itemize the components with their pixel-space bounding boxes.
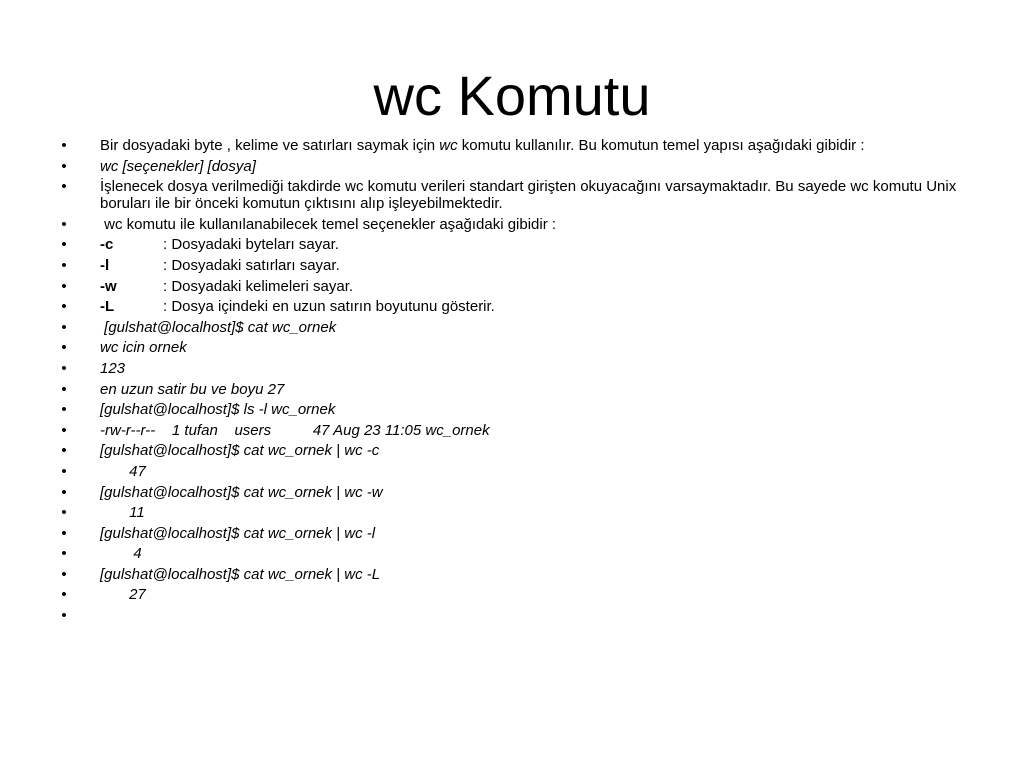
example-line: wc icin ornek [100, 339, 187, 357]
option-flag: -w [100, 277, 117, 295]
intro-text-after: komutu kullanılır. Bu komutun temel yapısı aşağıdaki gibidir : [457, 137, 865, 154]
bullet-dot-icon: • [61, 524, 67, 542]
bullet-option-w [58, 278, 968, 295]
bullet-dot-icon: • [61, 178, 67, 196]
bullet-example-3 [58, 360, 968, 377]
stdin-note-text: İşlenecek dosya verilmediği takdirde wc komutu verileri standart girişten okuyacağını varsaymaktadır. Bu sayede wc komutu Unix boruları ile bir önceki komutun çıktısını alıp işleyebilmektedir. [100, 178, 957, 213]
bullet-dot-icon: • [61, 298, 67, 316]
bullet-example-5 [58, 401, 968, 418]
bullet-dot-icon: • [61, 462, 67, 480]
option-flag: -L [100, 298, 115, 316]
bullet-stdin-note [58, 178, 968, 212]
bullet-syntax [58, 158, 968, 175]
example-line: [gulshat@localhost]$ cat wc_ornek | wc -w [100, 483, 383, 501]
option-desc: : Dosya içindeki en uzun satırın boyutunu gösterir. [163, 298, 495, 316]
bullet-empty [58, 607, 968, 624]
bullet-dot-icon: • [61, 401, 67, 419]
intro-text-before: Bir dosyadaki byte , kelime ve satırları saymak için [100, 137, 440, 154]
option-flag: -l [100, 256, 110, 274]
bullet-dot-icon: • [61, 442, 67, 460]
bullet-dot-icon: • [61, 318, 67, 336]
bullet-dot-icon: • [61, 607, 67, 625]
bullet-dot-icon: • [61, 359, 67, 377]
bullet-example-13 [58, 566, 968, 583]
option-desc: : Dosyadaki satırları sayar. [163, 256, 340, 274]
option-flag: -c [100, 236, 114, 254]
syntax-text: wc [seçenekler] [dosya] [100, 157, 256, 175]
bullet-dot-icon: • [61, 215, 67, 233]
example-line: 123 [100, 359, 126, 377]
example-line: [gulshat@localhost]$ cat wc_ornek | wc -L [100, 565, 381, 583]
bullet-list [58, 137, 968, 628]
example-line: 11 [100, 504, 145, 522]
option-desc: : Dosyadaki byteları sayar. [163, 236, 339, 254]
example-line: [gulshat@localhost]$ cat wc_ornek [100, 318, 337, 336]
bullet-option-L [58, 298, 968, 315]
intro-command: wc [439, 137, 458, 154]
bullet-example-12 [58, 545, 968, 562]
bullet-dot-icon: • [61, 256, 67, 274]
bullet-example-11 [58, 525, 968, 542]
example-line: 27 [100, 586, 146, 604]
example-line: -rw-r--r-- 1 tufan users 47 Aug 23 11:05 wc_ornek [100, 421, 490, 439]
example-line: [gulshat@localhost]$ cat wc_ornek | wc -c [100, 442, 380, 460]
bullet-example-2 [58, 339, 968, 356]
example-line: 47 [100, 462, 146, 480]
bullet-dot-icon: • [61, 545, 67, 563]
example-line: 4 [100, 545, 142, 563]
bullet-example-6 [58, 422, 968, 439]
bullet-example-7 [58, 442, 968, 459]
option-desc: : Dosyadaki kelimeleri sayar. [163, 277, 354, 295]
bullet-dot-icon: • [61, 565, 67, 583]
bullet-example-10 [58, 504, 968, 521]
bullet-dot-icon: • [61, 137, 67, 154]
bullet-dot-icon: • [61, 421, 67, 439]
bullet-dot-icon: • [61, 157, 67, 175]
bullet-options-intro [58, 216, 968, 233]
bullet-example-4 [58, 381, 968, 398]
slide-title: wc Komutu [373, 64, 651, 127]
bullet-dot-icon: • [61, 277, 67, 295]
example-line: [gulshat@localhost]$ cat wc_ornek | wc -l [100, 524, 376, 542]
bullet-dot-icon: • [61, 339, 67, 357]
bullet-option-l [58, 257, 968, 274]
bullet-dot-icon: • [61, 236, 67, 254]
example-line: en uzun satir bu ve boyu 27 [100, 380, 285, 398]
bullet-example-8 [58, 463, 968, 480]
bullet-example-9 [58, 484, 968, 501]
bullet-example-1 [58, 319, 968, 336]
bullet-dot-icon: • [61, 380, 67, 398]
options-intro-text: wc komutu ile kullanılanabilecek temel seçenekler aşağıdaki gibidir : [100, 215, 557, 233]
bullet-dot-icon: • [61, 483, 67, 501]
bullet-option-c [58, 236, 968, 253]
bullet-example-14 [58, 586, 968, 603]
bullet-dot-icon: • [61, 586, 67, 604]
example-line: [gulshat@localhost]$ ls -l wc_ornek [100, 401, 336, 419]
bullet-dot-icon: • [61, 504, 67, 522]
bullet-intro [58, 137, 968, 154]
